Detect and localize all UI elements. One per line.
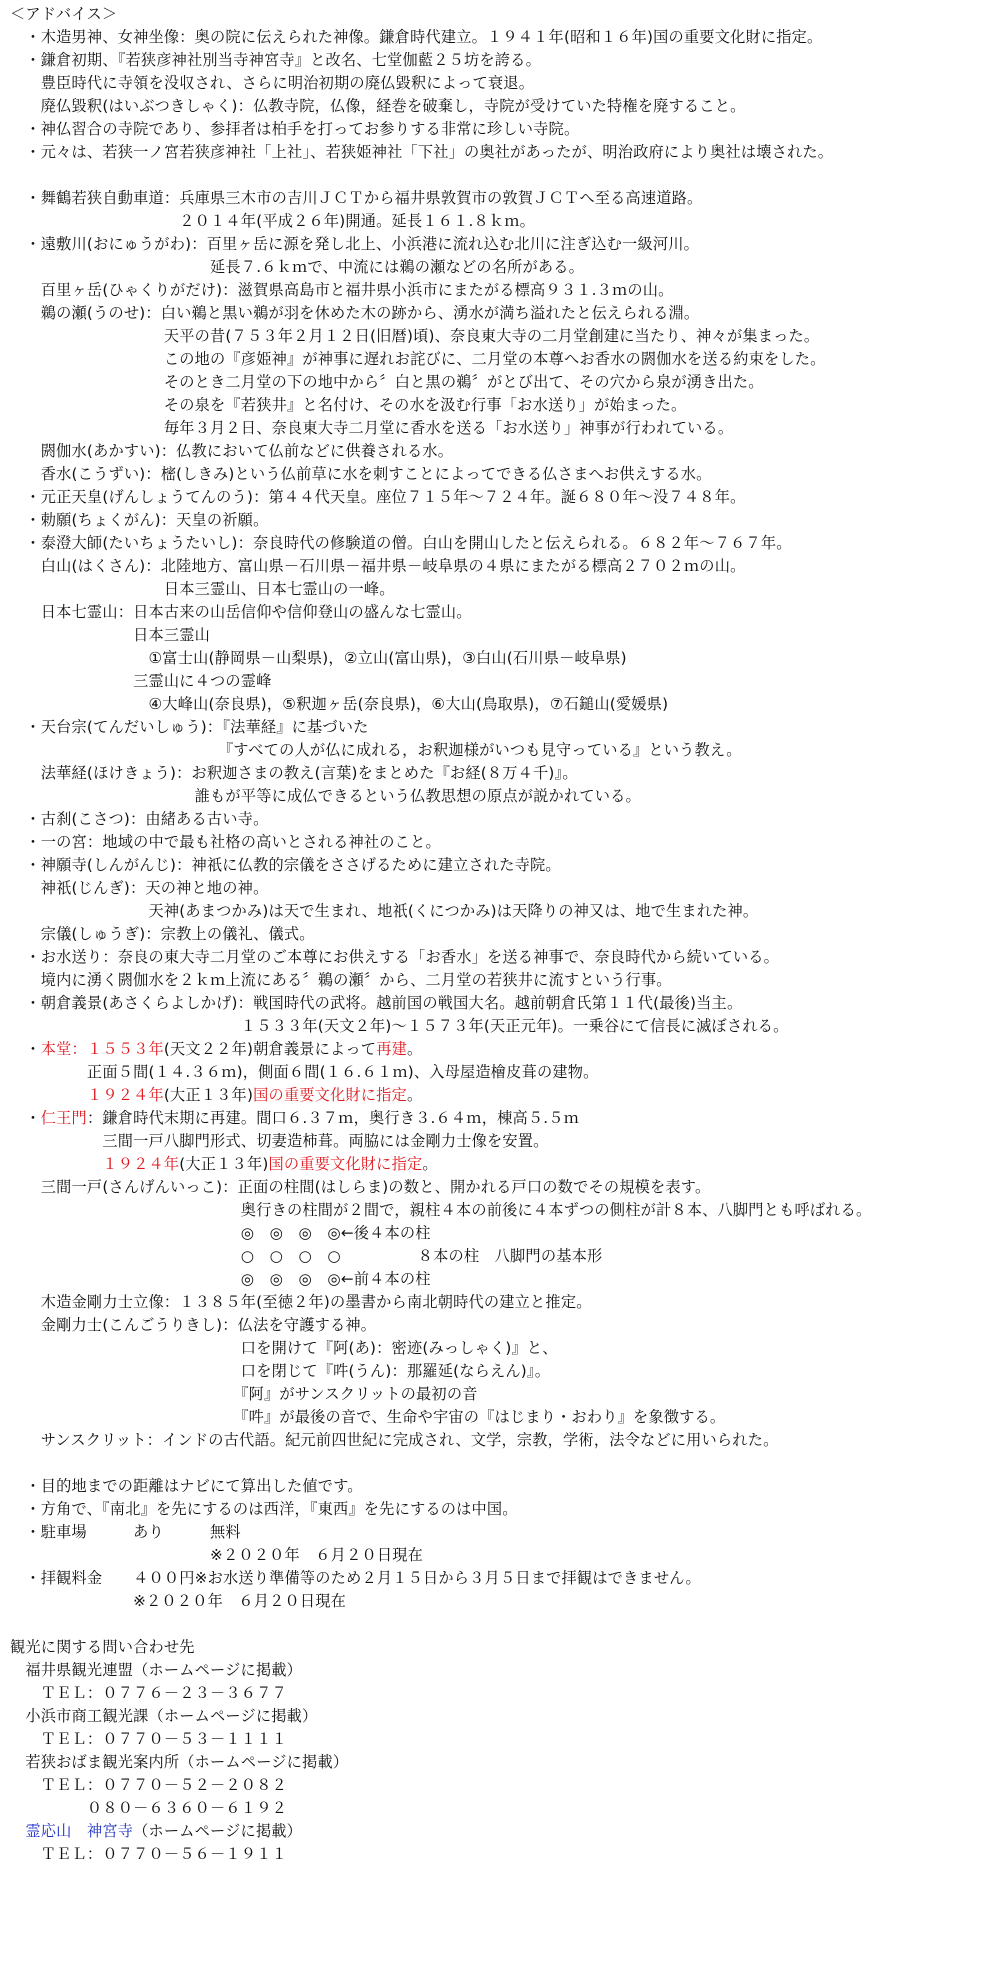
- line-text: ◎ ◎ ◎ ◎←前４本の柱: [10, 1270, 431, 1288]
- text-line: [10, 831, 441, 854]
- text-line: [10, 1659, 302, 1682]
- line-text: 『すべての人が仏に成れる，お釈迦様がいつも見守っている』という教え。: [10, 741, 742, 759]
- line-text: 誰もが平等に成仏できるという仏教思想の原点が説かれている。: [10, 787, 641, 805]
- line-text: 白山(はくさん)：北陸地方、富山県－石川県－福井県－岐阜県の４県にまたがる標高２７０２ｍの山。: [10, 557, 746, 575]
- text-line: [10, 1084, 422, 1107]
- line-text: ・拝観料金 ４００円※お水送り準備等のため２月１５日から３月５日まで拝観はできません。: [10, 1569, 701, 1587]
- line-text: 正面５間(１４.３６ｍ)，側面６間(１６.６１ｍ)、入母屋造檜皮葺の建物。: [10, 1063, 599, 1081]
- text-line: [10, 463, 712, 486]
- line-text: 口を開けて『阿(あ)：密迹(みっしゃく)』と、: [10, 1339, 558, 1357]
- text-line: [10, 1475, 363, 1498]
- line-text: (天文２２年)朝倉義景によって: [163, 1040, 377, 1058]
- line-text: そのとき二月堂の下の地中から〞白と黒の鵜〞がとび出て、その穴から泉が湧き出た。: [10, 373, 764, 391]
- text-line: [10, 141, 833, 164]
- text-line: [10, 1107, 579, 1130]
- text-line: [10, 1199, 871, 1222]
- text-line: [10, 1314, 376, 1337]
- text-line: [10, 1429, 778, 1452]
- line-text: 延長７.６ｋｍで、中流には鵜の瀬などの名所がある。: [10, 258, 585, 276]
- text-line: [10, 95, 745, 118]
- line-text: (大正１３年): [163, 1086, 254, 1104]
- text-line: [10, 1843, 287, 1866]
- line-text: ①富士山(静岡県－山梨県)，②立山(富山県)，③白山(石川県－岐阜県): [10, 649, 627, 667]
- line-text: 閼伽水(あかすい)：仏教において仏前などに供養される水。: [10, 442, 454, 460]
- text-line: [10, 325, 819, 348]
- text-line: [10, 1705, 317, 1728]
- text-line: [10, 1153, 438, 1176]
- line-text: 法華経(ほけきょう)：お釈迦さまの教え(言葉)をまとめた『お経(８万４千)』。: [10, 764, 578, 782]
- line-text: 『阿』がサンスクリットの最初の音: [10, 1385, 478, 1403]
- line-text: 『吽』が最後の音で、生命や宇宙の『はじまり・おわり』を象徴する。: [10, 1408, 726, 1426]
- line-text: ・元々は、若狭一ノ宮若狭彦神社「上社」、若狭姫神社「下社」の奥社があったが、明治政府により奥社は壊された。: [10, 143, 834, 161]
- text-line: [10, 1521, 241, 1544]
- line-text: １５３３年(天文２年)～１５７３年(天正元年)。一乗谷にて信長に滅ぼされる。: [10, 1017, 789, 1035]
- line-text: （ホームページに掲載）: [133, 1822, 303, 1840]
- line-text: [10, 1155, 102, 1173]
- line-text: ・目的地までの距離はナビにて算出した値です。: [10, 1477, 363, 1495]
- line-text: ＜アドバイス＞: [10, 5, 118, 23]
- line-text: 境内に湧く閼伽水を２ｋｍ上流にある〞鵜の瀬〞から、二月堂の若狭井に流すという行事。: [10, 971, 672, 989]
- line-text: ・: [10, 1040, 41, 1058]
- text-line: [10, 1268, 431, 1291]
- text-line: [10, 302, 699, 325]
- highlight-text: 国の重要文化財に指定: [268, 1155, 423, 1173]
- line-text: 天平の昔(７５３年２月１２日(旧暦)頃)、奈良東大寺の二月堂創建に当たり、神々が集まった。: [10, 327, 820, 345]
- text-line: [10, 1015, 789, 1038]
- text-line: [10, 762, 578, 785]
- line-text: ：鎌倉時代末期に再建。間口６.３７ｍ，奥行き３.６４ｍ，棟高５.５ｍ: [86, 1109, 580, 1127]
- text-line: [10, 1590, 346, 1613]
- line-text: ・駐車場 あり 無料: [10, 1523, 241, 1541]
- text-line: [10, 233, 699, 256]
- line-text: この地の『彦姫神』が神事に遅れお詫びに、二月堂の本尊へお香水の閼伽水を送る約束をした。: [10, 350, 826, 368]
- text-line: [10, 1774, 287, 1797]
- text-line: [10, 1820, 302, 1843]
- text-line: [10, 946, 779, 969]
- text-line: [10, 1406, 725, 1429]
- line-text: 口を閉じて『吽(うん)：那羅延(ならえん)』。: [10, 1362, 551, 1380]
- text-line: [10, 578, 395, 601]
- line-text: 廃仏毀釈(はいぶつきしゃく)：仏教寺院，仏像，経巻を破棄し，寺院が受けていた特権を廃すること。: [10, 97, 746, 115]
- text-line: [10, 670, 272, 693]
- line-text: ・一の宮：地域の中で最も社格の高いとされる神社のこと。: [10, 833, 441, 851]
- line-text: 金剛力士(こんごうりきし)：仏法を守護する神。: [10, 1316, 377, 1334]
- line-text: ＴＥＬ：０７７０－５３－１１１１: [10, 1730, 287, 1748]
- line-text: 日本三霊山、日本七霊山の一峰。: [10, 580, 395, 598]
- text-line: [10, 1728, 287, 1751]
- line-text: ※２０２０年 ６月２０日現在: [10, 1592, 347, 1610]
- text-line: [10, 1337, 558, 1360]
- line-text: 奥行きの柱間が２間で，親柱４本の前後に４本ずつの側柱が計８本、八脚門とも呼ばれる。: [10, 1201, 872, 1219]
- line-text: 香水(こうずい)：樒(しきみ)という仏前草に水を刺すことによってできる仏さまへお供えする水。: [10, 465, 712, 483]
- highlight-text: 国の重要文化財に指定: [253, 1086, 407, 1104]
- text-line: [10, 923, 315, 946]
- line-text: 三霊山に４つの霊峰: [10, 672, 272, 690]
- text-line: [10, 72, 534, 95]
- line-text: ・舞鶴若狭自動車道：兵庫県三木市の吉川ＪＣＴから福井県敦賀市の敦賀ＪＣＴへ至る高速道路。: [10, 189, 703, 207]
- line-text: 三間一戸(さんげんいっこ)：正面の柱間(はしらま)の数と、開かれる戸口の数でその規模を表す。: [10, 1178, 711, 1196]
- line-text: 天神(あまつかみ)は天で生まれ、地祇(くにつかみ)は天降りの神又は、地で生まれた神。: [10, 902, 759, 920]
- text-line: [10, 900, 758, 923]
- line-text: [10, 1086, 87, 1104]
- text-line: [10, 808, 268, 831]
- text-line: [10, 1176, 710, 1199]
- line-text: 百里ヶ岳(ひゃくりがだけ)：滋賀県高島市と福井県小浜市にまたがる標高９３１.３ｍの山。: [10, 281, 674, 299]
- line-text: その泉を『若狭井』と名付け、その水を汲む行事「お水送り」が始まった。: [10, 396, 687, 414]
- highlight-text: 本堂：１５５３年: [40, 1040, 164, 1058]
- highlight-text: 再建: [376, 1040, 407, 1058]
- text-line: [10, 716, 369, 739]
- text-line: [10, 739, 742, 762]
- line-text: 毎年３月２日、奈良東大寺二月堂に香水を送る「お水送り」神事が行われている。: [10, 419, 734, 437]
- text-line: [10, 1130, 549, 1153]
- line-text: ・遠敷川(おにゅうがわ)：百里ヶ岳に源を発し北上、小浜港に流れ込む北川に注ぎ込む一級河川。: [10, 235, 699, 253]
- line-text: 神祇(じんぎ)：天の神と地の神。: [10, 879, 269, 897]
- line-text: ◎ ◎ ◎ ◎←後４本の柱: [10, 1224, 431, 1242]
- text-line: [10, 647, 627, 670]
- line-text: 鵜の瀬(うのせ)：白い鵜と黒い鵜が羽を休めた木の跡から、湧水が満ち溢れたと伝えられる淵。: [10, 304, 700, 322]
- text-line: [10, 854, 561, 877]
- line-text: ・: [10, 1109, 41, 1127]
- temple-name-text: 霊応山 神宮寺: [25, 1822, 134, 1840]
- line-text: 宗儀(しゅうぎ)：宗教上の儀礼、儀式。: [10, 925, 315, 943]
- line-text: 日本七霊山：日本古来の山岳信仰や信仰登山の盛んな七霊山。: [10, 603, 472, 621]
- line-text: ＴＥＬ：０７７６－２３－３６７７: [10, 1684, 287, 1702]
- text-line: [10, 1682, 287, 1705]
- text-line: [10, 509, 268, 532]
- text-line: [10, 1636, 195, 1659]
- text-line: [10, 256, 584, 279]
- line-text: ○ ○ ○ ○ ８本の柱 八脚門の基本形: [10, 1247, 603, 1265]
- text-line: [10, 1498, 518, 1521]
- text-line: [10, 1360, 550, 1383]
- line-text: ・神仏習合の寺院であり、参拝者は柏手を打ってお参りする非常に珍しい寺院。: [10, 120, 580, 138]
- line-text: ＴＥＬ：０７７０－５２－２０８２: [10, 1776, 287, 1794]
- line-text: (大正１３年): [179, 1155, 269, 1173]
- line-text: ・勅願(ちょくがん)：天皇の祈願。: [10, 511, 269, 529]
- line-text: 。: [406, 1040, 423, 1058]
- line-text: ２０１４年(平成２６年)開通。延長１６１.８ｋｍ。: [10, 212, 536, 230]
- text-line: [10, 3, 117, 26]
- text-line: [10, 1291, 592, 1314]
- text-line: [10, 992, 742, 1015]
- line-text: 三間一戸八脚門形式、切妻造柿葺。両脇には金剛力士像を安置。: [10, 1132, 549, 1150]
- line-text: ・古刹(こさつ)：由緒ある古い寺。: [10, 810, 269, 828]
- text-line: [10, 279, 674, 302]
- text-line: [10, 118, 579, 141]
- highlight-text: １９２４年: [102, 1155, 180, 1173]
- text-line: [10, 210, 535, 233]
- text-line: [10, 624, 210, 647]
- text-line: [10, 1567, 701, 1590]
- text-line: [10, 486, 745, 509]
- line-text: ・木造男神、女神坐像：奥の院に伝えられた神像。鎌倉時代建立。１９４１年(昭和１６年)国の重要文化財に指定。: [10, 28, 823, 46]
- text-line: [10, 187, 702, 210]
- line-text: 。: [406, 1086, 423, 1104]
- text-line: [10, 532, 792, 555]
- line-text: ・方角で、『南北』を先にするのは西洋，『東西』を先にするのは中国。: [10, 1500, 518, 1518]
- text-line: [10, 1797, 287, 1820]
- text-line: [10, 394, 686, 417]
- text-line: [10, 555, 745, 578]
- text-line: [10, 26, 822, 49]
- line-text: 若狭おばま観光案内所（ホームページに掲載）: [10, 1753, 349, 1771]
- text-line: [10, 417, 733, 440]
- text-line: [10, 1222, 431, 1245]
- line-text: ・元正天皇(げんしょうてんのう)：第４４代天皇。座位７１５年～７２４年。誕６８０年～没７４８年。: [10, 488, 746, 506]
- text-line: [10, 49, 541, 72]
- line-text: 小浜市商工観光課（ホームページに掲載）: [10, 1707, 318, 1725]
- line-text: 日本三霊山: [10, 626, 211, 644]
- highlight-text: １９２４年: [86, 1086, 164, 1104]
- line-text: ※２０２０年 ６月２０日現在: [10, 1546, 424, 1564]
- line-text: ④大峰山(奈良県)，⑤釈迦ヶ岳(奈良県)，⑥大山(鳥取県)，⑦石鎚山(愛媛県): [10, 695, 669, 713]
- text-line: [10, 785, 641, 808]
- text-line: [10, 877, 268, 900]
- highlight-text: 仁王門: [40, 1109, 87, 1127]
- line-text: 観光に関する問い合わせ先: [10, 1638, 195, 1656]
- text-line: [10, 693, 668, 716]
- text-line: [10, 1751, 348, 1774]
- line-text: ・朝倉義景(あさくらよしかげ)：戦国時代の武将。越前国の戦国大名。越前朝倉氏第１１代(最後)当主。: [10, 994, 743, 1012]
- line-text: ・神願寺(しんがんじ)：神祇に仏教的宗儀をささげるために建立された寺院。: [10, 856, 561, 874]
- line-text: ・お水送り：奈良の東大寺二月堂のご本尊にお供えする「お香水」を送る神事で、奈良時代から続いている。: [10, 948, 780, 966]
- line-text: ０８０－６３６０－６１９２: [10, 1799, 287, 1817]
- text-line: [10, 1383, 478, 1406]
- line-text: ・天台宗(てんだいしゅう)：『法華経』に基づいた: [10, 718, 369, 736]
- text-line: [10, 348, 826, 371]
- text-line: [10, 1544, 423, 1567]
- line-text: 福井県観光連盟（ホームページに掲載）: [10, 1661, 303, 1679]
- text-line: [10, 371, 764, 394]
- line-text: サンスクリット：インドの古代語。紀元前四世紀に完成され、文学，宗教，学術，法令などに用いられた。: [10, 1431, 779, 1449]
- text-line: [10, 440, 453, 463]
- line-text: 。: [422, 1155, 438, 1173]
- text-line: [10, 601, 472, 624]
- text-line: [10, 969, 672, 992]
- line-text: ＴＥＬ：０７７０－５６－１９１１: [10, 1845, 287, 1863]
- text-line: [10, 1245, 602, 1268]
- text-line: [10, 1038, 422, 1061]
- line-text: ・泰澄大師(たいちょうたいし)：奈良時代の修験道の僧。白山を開山したと伝えられる。６８２年～７６７年。: [10, 534, 792, 552]
- line-text: 豊臣時代に寺領を没収され、さらに明治初期の廃仏毀釈によって衰退。: [10, 74, 535, 92]
- line-text: 木造金剛力士立像：１３８５年(至徳２年)の墨書から南北朝時代の建立と推定。: [10, 1293, 592, 1311]
- line-text: ・鎌倉初期、『若狭彦神社別当寺神宮寺』と改名、七堂伽藍２５坊を誇る。: [10, 51, 541, 69]
- line-text: [10, 1822, 25, 1840]
- text-line: [10, 1061, 599, 1084]
